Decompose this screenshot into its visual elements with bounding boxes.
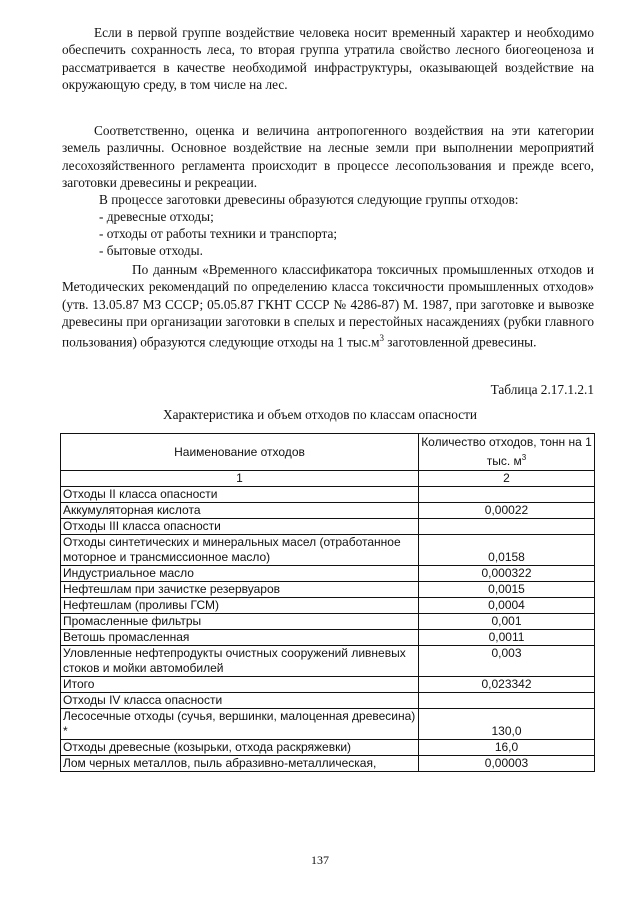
paragraph-waste-groups: В процессе заготовки древесины образуются следующие группы отходов: xyxy=(99,192,519,207)
paragraph-impact: Соответственно, оценка и величина антропогенного воздействия на эти категории земель различны. Основное воздействие на лесные земли при выполнении мероприятий лесохозяйственного регламента происходит в процессе лесопользования и прежде всего, заготовки древесины и рекреации. xyxy=(62,123,594,190)
table-row xyxy=(61,646,595,677)
list-item: - бытовые отходы. xyxy=(99,243,203,258)
list-item: - отходы от работы техники и транспорта; xyxy=(99,226,338,241)
waste-name-cell: Нефтешлам при зачистке резервуаров xyxy=(61,582,419,598)
waste-name-cell: Лесосечные отходы (сучья, вершинки, малоценная древесина) * xyxy=(61,709,419,740)
header-quantity-cell xyxy=(419,434,595,471)
waste-quantity-cell xyxy=(419,519,595,535)
table-row xyxy=(61,598,595,614)
waste-quantity-cell: 0,00022 xyxy=(419,503,595,519)
waste-quantity-cell: 0,003 xyxy=(419,646,595,677)
waste-quantity-cell xyxy=(419,693,595,709)
cubic-superscript: 3 xyxy=(379,333,384,344)
waste-name-cell: Отходы III класса опасности xyxy=(61,519,419,535)
waste-name-cell: Отходы IV класса опасности xyxy=(61,693,419,709)
waste-quantity-cell: 0,00003 xyxy=(419,756,595,772)
waste-quantity-cell: 0,0004 xyxy=(419,598,595,614)
waste-name-cell: Индустриальное масло xyxy=(61,566,419,582)
waste-name-cell: Промасленные фильтры xyxy=(61,614,419,630)
table-row xyxy=(61,487,595,503)
page-number: 137 xyxy=(311,853,329,867)
table-row xyxy=(61,519,595,535)
table-row xyxy=(61,677,595,693)
waste-name-cell: Аккумуляторная кислота xyxy=(61,503,419,519)
table-row xyxy=(61,756,595,772)
waste-quantity-cell: 16,0 xyxy=(419,740,595,756)
waste-name-cell: Отходы древесные (козырьки, отхода раскряжевки) xyxy=(61,740,419,756)
waste-name-cell: Уловленные нефтепродукты очистных сооружений ливневых стоков и мойки автомобилей xyxy=(61,646,419,677)
list-item: - древесные отходы; xyxy=(99,209,214,224)
paragraph-intro: Если в первой группе воздействие человека носит временный характер и необходимо обеспечить сохранность леса, то вторая группа утратила свойство лесного биогеоценоза и рассматривается в качестве необходимой инфраструктуры, оказывающей воздействие на окружающую среду, в том числе на лес. xyxy=(62,25,594,92)
waste-quantity-cell: 130,0 xyxy=(419,709,595,740)
waste-quantity-cell: 0,0011 xyxy=(419,630,595,646)
table-row xyxy=(61,503,595,519)
table-caption: Характеристика и объем отходов по классам опасности xyxy=(162,407,478,422)
waste-name-cell: Нефтешлам (проливы ГСМ) xyxy=(61,598,419,614)
waste-quantity-cell: 0,023342 xyxy=(419,677,595,693)
table-column-number-row xyxy=(61,471,595,487)
table-row xyxy=(61,614,595,630)
waste-quantity-cell xyxy=(419,487,595,503)
header-quantity-sup: 3 xyxy=(521,453,527,462)
table-row xyxy=(61,535,595,566)
column-number-cell: 2 xyxy=(419,471,595,487)
column-number-cell: 1 xyxy=(61,471,419,487)
table-row xyxy=(61,582,595,598)
table-row xyxy=(61,630,595,646)
waste-quantity-cell: 0,0015 xyxy=(419,582,595,598)
waste-quantity-cell: 0,000322 xyxy=(419,566,595,582)
waste-name-cell: Итого xyxy=(61,677,419,693)
waste-name-cell: Ветошь промасленная xyxy=(61,630,419,646)
table-header-row xyxy=(61,434,595,471)
classifier-text: По данным «Временного классификатора токсичных промышленных отходов и Методических рекомендаций по определению класса токсичности промышленных отходов» (утв. 13.05.87 МЗ СССР; 05.05.87 ГКНТ СССР № 4286-87) М. 1987, при заготовке и вывозке древесины при организации заготовки в спелых и перестойных насаждениях (рубки главного пользования) образуются следующие отходы на 1 тыс.м xyxy=(62,262,594,350)
waste-name-cell: Отходы синтетических и минеральных масел (отработанное моторное и трансмиссионное масло) xyxy=(61,535,419,566)
waste-name-cell: Лом черных металлов, пыль абразивно-металлическая, xyxy=(61,756,419,772)
table-row xyxy=(61,566,595,582)
header-name-cell: Наименование отходов xyxy=(61,434,419,471)
classifier-tail: заготовленной древесины. xyxy=(383,334,537,350)
table-row xyxy=(61,740,595,756)
header-quantity-text: Количество отходов, тонн на 1 тыс. м xyxy=(421,435,592,468)
paragraph-classifier xyxy=(62,261,594,351)
waste-quantity-cell: 0,001 xyxy=(419,614,595,630)
table-number: Таблица 2.17.1.2.1 xyxy=(490,382,594,397)
waste-name-cell: Отходы II класса опасности xyxy=(61,487,419,503)
table-row xyxy=(61,693,595,709)
waste-quantity-cell: 0,0158 xyxy=(419,535,595,566)
waste-table xyxy=(60,433,595,772)
table-row xyxy=(61,709,595,740)
